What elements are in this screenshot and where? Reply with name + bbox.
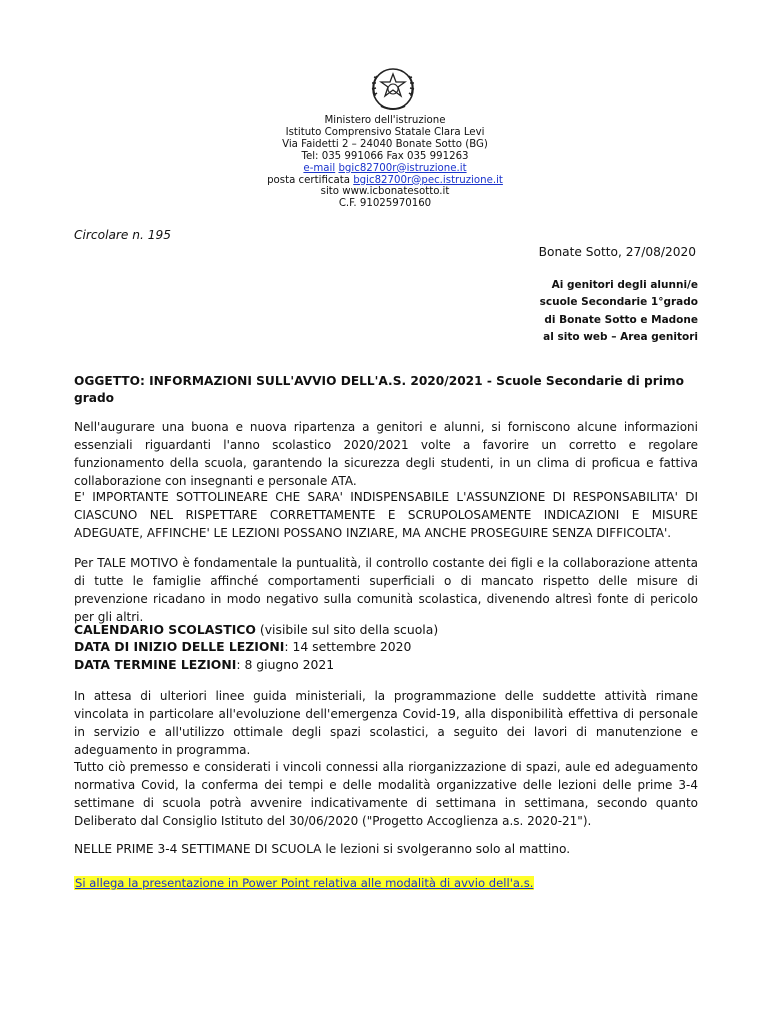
email-link[interactable]: bgic82700r@istruzione.it xyxy=(338,162,467,174)
calendar-title-line xyxy=(74,621,438,638)
end-date-value: : 8 giugno 2021 xyxy=(236,656,335,672)
start-date-line xyxy=(74,638,438,655)
attachment-link[interactable]: Si allega la presentazione in Power Point relativa alle modalità di avvio dell'a.s. xyxy=(75,876,534,890)
premises-paragraph: Tutto ciò premesso e considerati i vincoli connessi alla riorganizzazione di spazi, aule ed adeguamento normativa Covid, la conferma dei tempi e delle modalità organizzative delle lezioni delle prime 3-4 settimane di scuola potrà avvenire indicativamente di settimana in settimana, secondo quanto Deliberato dal Consiglio Istituto del 30/06/2020 ("Progetto Accoglienza a.s. 2020-21"). xyxy=(74,760,698,828)
institute-phone: Tel: 035 991066 Fax 035 991263 xyxy=(301,150,469,162)
institute-name: Istituto Comprensivo Statale Clara Levi xyxy=(285,126,485,138)
calendar-title: CALENDARIO SCOLASTICO xyxy=(74,622,256,637)
pec-link[interactable]: bgic82700r@pec.istruzione.it xyxy=(353,174,503,186)
first-weeks-note: NELLE PRIME 3-4 SETTIMANE DI SCUOLA le lezioni si svolgeranno solo al mattino. xyxy=(74,842,571,856)
intro-paragraph: Nell'augurare una buona e nuova ripartenza a genitori e alunni, si forniscono alcune informazioni essenziali riguardanti l'anno scolastico 2020/2021 volte a favorire un corretto e regolare funzionamento della scuola, garantendo la sicurezza degli studenti, in un clima di proficua e fattiva collaborazione con insegnanti e personale ATA. xyxy=(74,420,698,488)
circolare-number: Circolare n. 195 xyxy=(74,228,172,242)
ministry-name: Ministero dell'istruzione xyxy=(324,115,446,126)
email-label[interactable]: e-mail xyxy=(303,162,336,174)
recipient-line: al sito web – Area genitori xyxy=(543,330,698,343)
website-line: sito www.icbonatesotto.it xyxy=(320,186,450,198)
school-header xyxy=(235,115,535,210)
recipient-line: scuole Secondarie 1°grado xyxy=(539,296,698,309)
start-date-value: : 14 settembre 2020 xyxy=(284,639,412,655)
punctuality-paragraph: Per TALE MOTIVO è fondamentale la puntualità, il controllo costante dei figli e la collaborazione attenta di tutte le famiglie affinché comportamenti superficiali o di mancato rispetto delle misure di prevenzione ricadano in modo negativo sulla comunità scolastica, divenendo altresì fonte di pericolo per gli altri. xyxy=(74,556,698,624)
fiscal-code: C.F. 91025970160 xyxy=(338,198,432,210)
email-line xyxy=(235,163,535,175)
recipients-block xyxy=(540,277,698,346)
institute-address: Via Faidetti 2 – 24040 Bonate Sotto (BG) xyxy=(282,138,488,150)
pec-line xyxy=(235,175,535,187)
programming-paragraph: In attesa di ulteriori linee guida ministeriali, la programmazione delle suddette attività rimane vincolata in particolare all'evoluzione dell'emergenza Covid-19, alla disponibilità effettiva di personale in servizio e all'utilizzo ottimale degli spazi scolastici, a seguito dei lavori di manutenzione e adeguamento in programma. xyxy=(74,689,698,757)
document-date: Bonate Sotto, 27/08/2020 xyxy=(538,245,696,259)
italian-republic-emblem-icon xyxy=(365,60,421,116)
pec-label: posta certificata xyxy=(267,174,350,186)
calendar-note: (visibile sul sito della scuola) xyxy=(259,622,439,637)
end-date-line xyxy=(74,656,438,673)
recipient-line: Ai genitori degli alunni/e xyxy=(551,279,698,291)
end-date-label: DATA TERMINE LEZIONI xyxy=(74,656,237,672)
recipient-line: di Bonate Sotto e Madone xyxy=(544,313,698,326)
responsibility-paragraph: E' IMPORTANTE SOTTOLINEARE CHE SARA' INDISPENSABILE L'ASSUNZIONE DI RESPONSABILITA' DI CIASCUNO NEL RISPETTARE CORRETTAMENTE E SCRUPOLOSAMENTE INDICAZIONI E MISURE ADEGUATE, AFFINCHE' LE LEZIONI POSSANO INZIARE, MA ANCHE PROSEGUIRE SENZA DIFFICOLTA'. xyxy=(74,490,698,540)
start-date-label: DATA DI INIZIO DELLE LEZIONI xyxy=(74,639,285,655)
calendar-block xyxy=(74,621,438,673)
subject-heading: OGGETTO: INFORMAZIONI SULL'AVVIO DELL'A.S. 2020/2021 - Scuole Secondarie di primo grado xyxy=(74,374,685,406)
